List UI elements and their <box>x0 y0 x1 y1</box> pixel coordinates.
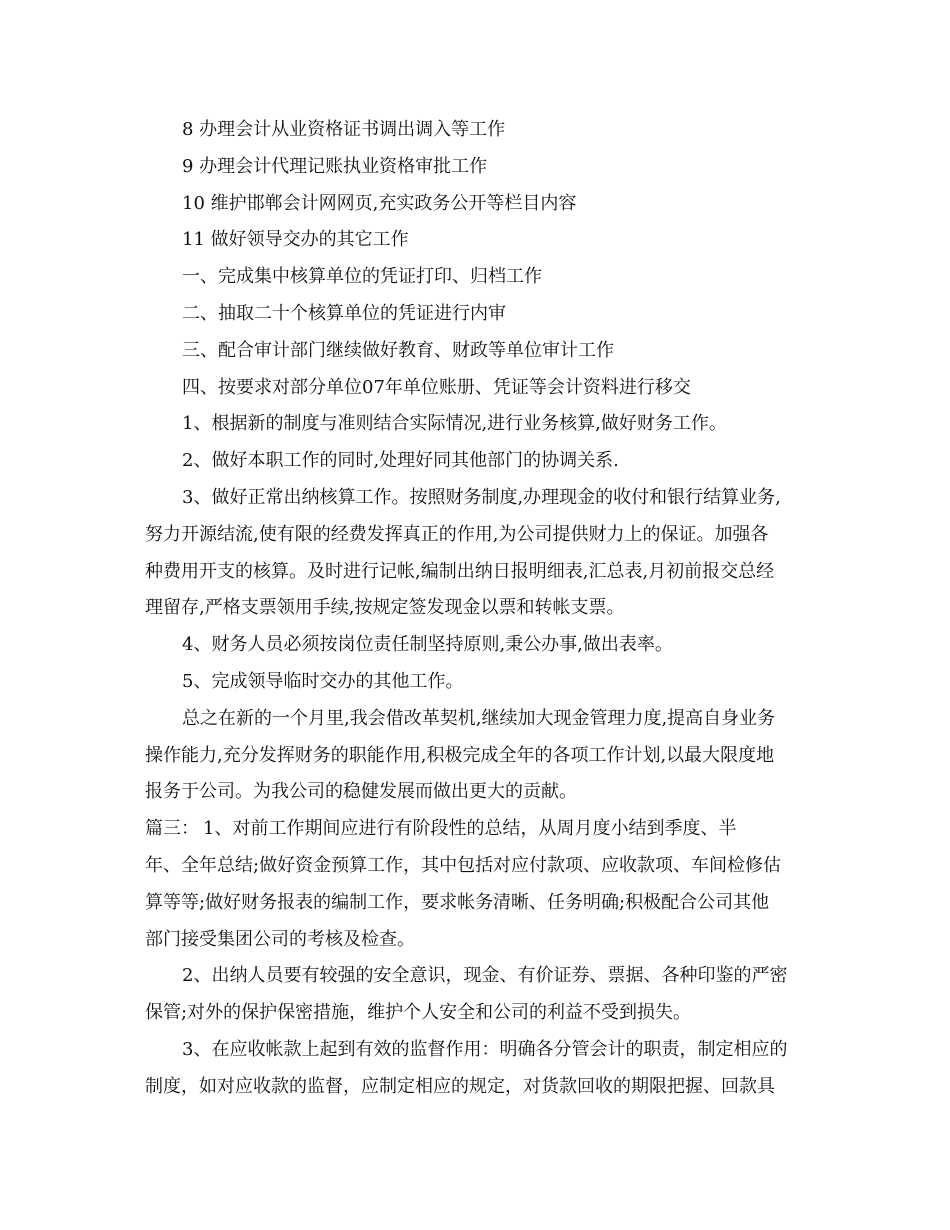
text-line: 操作能力,充分发挥财务的职能作用,积极完成全年的各项工作计划,以最大限度地 <box>145 744 775 766</box>
text-line: 算等等;做好财务报表的编制工作，要求帐务清晰、任务明确;积极配合公司其他 <box>145 891 770 913</box>
section-heading-line <box>145 811 805 848</box>
text-line: 8 办理会计从业资格证书调出调入等工作 <box>182 119 506 140</box>
text-line: 2、做好本职工作的同时,处理好同其他部门的协调关系. <box>182 450 619 472</box>
text-line: 制度，如对应收款的监督，应制定相应的规定，对货款回收的期限把握、回款具 <box>145 1075 775 1097</box>
text-line: 种费用开支的核算。及时进行记帐,编制出纳日报明细表,汇总表,月初前报交总经 <box>145 560 775 582</box>
text-line: 4、财务人员必须按岗位责任制坚持原则,秉公办事,做出表率。 <box>182 634 673 656</box>
document-body <box>145 112 805 811</box>
text-line: 总之在新的一个月里,我会借改革契机,继续加大现金管理力度,提高自身业务 <box>182 707 776 729</box>
section-label: 篇三： <box>145 818 199 840</box>
text-line: 努力开源结流,使有限的经费发挥真正的作用,为公司提供财力上的保证。加强各 <box>145 523 769 545</box>
text-line: 部门接受集团公司的考核及检查。 <box>145 928 415 950</box>
text-line: 四、按要求对部分单位07年单位账册、凭证等会计资料进行移交 <box>182 376 691 398</box>
text-line: 理留存,严格支票领用手续,按规定签发现金以票和转帐支票。 <box>145 597 625 619</box>
text-line: 2、出纳人员要有较强的安全意识，现金、有价证券、票据、各种印鉴的严密 <box>182 965 788 987</box>
text-line: 一、完成集中核算单位的凭证打印、归档工作 <box>182 266 542 288</box>
document-body-continued <box>145 848 805 1106</box>
text-line: 10 维护邯郸会计网网页,充实政务公开等栏目内容 <box>182 192 577 214</box>
text-line: 3、做好正常出纳核算工作。按照财务制度,办理现金的收付和银行结算业务, <box>182 486 781 508</box>
text-line: 二、抽取二十个核算单位的凭证进行内审 <box>182 302 506 324</box>
text-line: 5、完成领导临时交办的其他工作。 <box>182 670 464 692</box>
text-line: 报务于公司。为我公司的稳健发展而做出更大的贡献。 <box>145 781 577 803</box>
text-line: 保管;对外的保护保密措施，维护个人安全和公司的利益不受到损失。 <box>145 1002 692 1024</box>
text-line: 1、根据新的制度与准则结合实际情况,进行业务核算,做好财务工作。 <box>182 413 727 435</box>
text-line: 年、全年总结;做好资金预算工作，其中包括对应付款项、应收款项、车间检修估 <box>145 854 782 876</box>
text-line: 三、配合审计部门继续做好教育、财政等单位审计工作 <box>182 339 614 361</box>
text-line: 11 做好领导交办的其它工作 <box>182 229 409 251</box>
document-page <box>145 112 805 1106</box>
section-first-text: 1、对前工作期间应进行有阶段性的总结，从周月度小结到季度、半 <box>203 818 737 840</box>
text-line: 3、在应收帐款上起到有效的监督作用：明确各分管会计的职责，制定相应的 <box>182 1038 788 1060</box>
text-line: 9 办理会计代理记账执业资格审批工作 <box>182 155 488 177</box>
